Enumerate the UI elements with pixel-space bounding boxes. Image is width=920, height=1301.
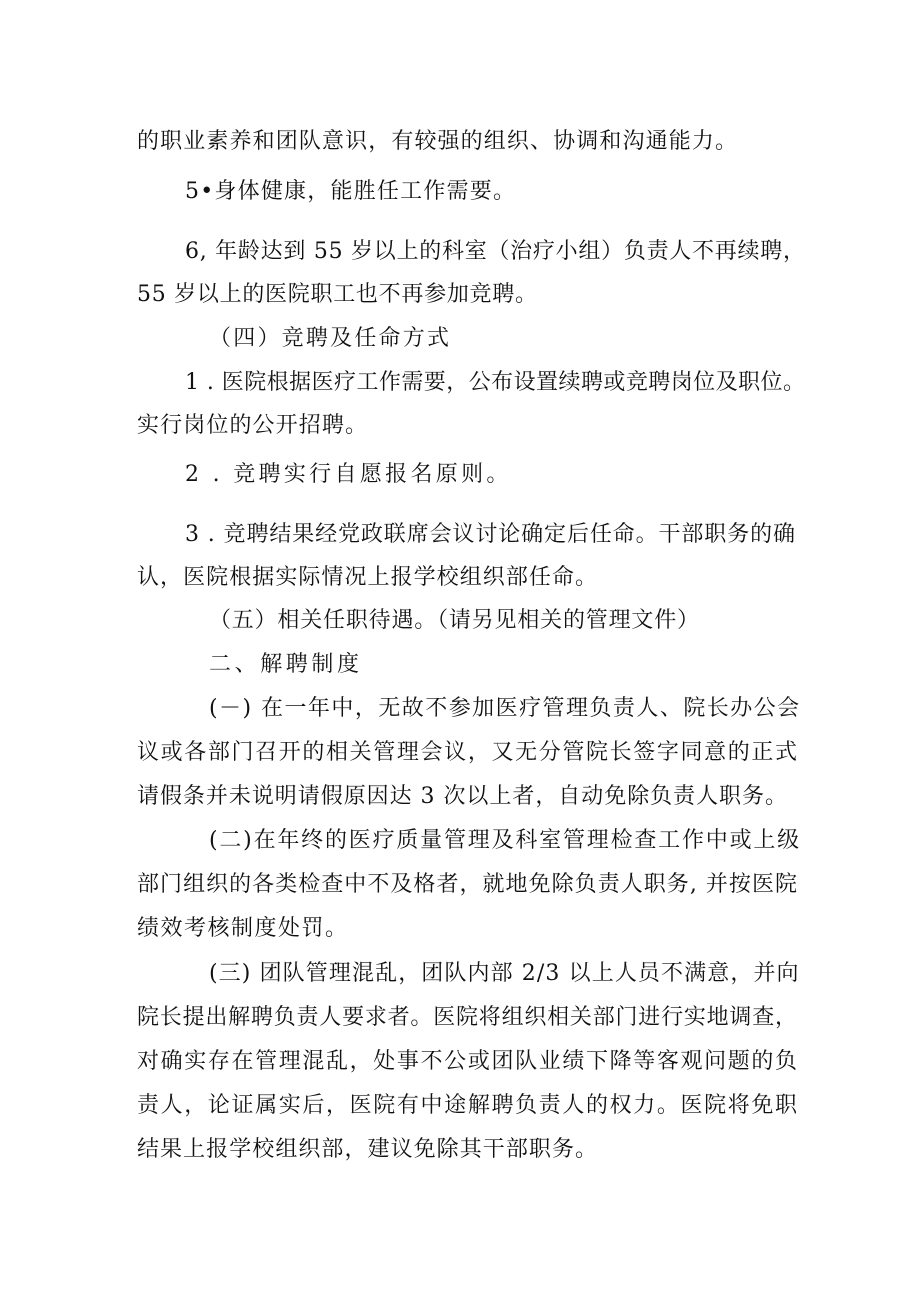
paragraph-line: 的职业素养和团队意识，有较强的组织、协调和沟通能力。 <box>137 129 739 154</box>
paragraph-line: 对确实存在管理混乱，处事不公或团队业绩下降等客观问题的负 <box>137 1049 799 1074</box>
paragraph-line: (三) 团队管理混乱，团队内部 2/3 以上人员不满意，并向 <box>209 961 800 986</box>
paragraph-line: 部门组织的各类检查中不及格者，就地免除负责人职务, 并按医院 <box>137 872 799 897</box>
list-item-6: 6, 年龄达到 55 岁以上的科室（治疗小组）负责人不再续聘， <box>185 239 806 264</box>
list-item-1: 1 . 医院根据医疗工作需要，公布设置续聘或竞聘岗位及职位。 <box>185 370 806 395</box>
paragraph-line: 议或各部门召开的相关管理会议，又无分管院长签字同意的正式 <box>137 740 799 765</box>
section-heading-4: （四）竞聘及任命方式 <box>209 326 452 351</box>
list-item-5: 5•身体健康，能胜任工作需要。 <box>185 179 517 204</box>
paragraph-line: 绩效考核制度处罚。 <box>137 916 349 941</box>
list-item-2: 2 . 竞聘实行自愿报名原则。 <box>185 462 512 487</box>
paragraph-line: 结果上报学校组织部，建议免除其干部职务。 <box>137 1137 599 1162</box>
chapter-heading-2: 二、解聘制度 <box>209 652 363 677</box>
list-item-3: 3 . 竞聘结果经党政联席会议讨论确定后任命。干部职务的确 <box>185 522 796 547</box>
paragraph-line: (二)在年终的医疗质量管理及科室管理检查工作中或上级 <box>209 828 801 853</box>
paragraph-line: (－) 在一年中，无故不参加医疗管理负责人、院长办公会 <box>209 696 801 721</box>
paragraph-line: 请假条并未说明请假原因达 3 次以上者，自动免除负责人职务。 <box>137 784 788 809</box>
paragraph-line: 实行岗位的公开招聘。 <box>137 413 369 438</box>
section-heading-5: （五）相关任职待遇。（请另见相关的管理文件） <box>209 608 700 633</box>
paragraph-line: 认，医院根据实际情况上报学校组织部任命。 <box>137 565 599 590</box>
paragraph-line: 院长提出解聘负责人要求者。医院将组织相关部门进行实地调查， <box>137 1005 798 1030</box>
paragraph-line: 55 岁以上的医院职工也不再参加竞聘。 <box>137 282 538 307</box>
paragraph-line: 责人，论证属实后，医院有中途解聘负责人的权力。医院将免职 <box>137 1093 799 1118</box>
